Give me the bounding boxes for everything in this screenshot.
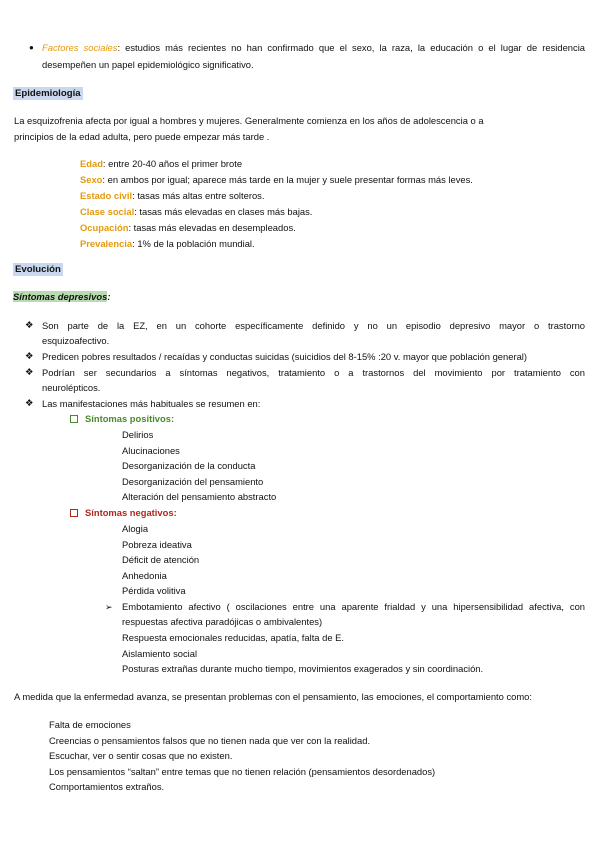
epi-item: [80, 205, 312, 219]
final-list-item: Falta de emociones: [49, 719, 131, 730]
arrow-bullet-icon: ➢: [105, 602, 113, 612]
epi-paragraph-line-1: La esquizofrenia afecta por igual a hombres y mujeres. Generalmente comienza en los años de adolescencia o a: [14, 115, 484, 126]
positive-symptom-item: Alucinaciones: [122, 444, 180, 456]
epi-item-text: : tasas más altas entre solteros.: [132, 190, 265, 201]
epi-item-text: : tasas más elevadas en clases más bajas.: [134, 206, 313, 217]
evolucion-point-1-line-2: esquizoafectivo.: [42, 335, 110, 346]
epi-item-label: Prevalencia: [80, 238, 133, 249]
epi-item: [80, 173, 473, 187]
epi-item: [80, 237, 255, 251]
section-heading-epidemiologia: Epidemiología: [15, 88, 81, 99]
diamond-bullet-icon: ❖: [25, 398, 34, 409]
epi-item-text: : en ambos por igual; aparece más tarde en la mujer y suele presentar formas más leves.: [102, 174, 473, 185]
positive-symptom-item: Alteración del pensamiento abstracto: [122, 491, 277, 502]
evolucion-point-4: Las manifestaciones más habituales se resumen en:: [42, 398, 261, 409]
positive-symptom-item: Desorganización del pensamiento: [122, 475, 264, 487]
diamond-bullet-icon: ❖: [25, 367, 34, 378]
intro-line-2: desempeñen un papel epidemiológico significativo.: [42, 59, 254, 70]
evolucion-point-3-line-1: Podrían ser secundarios a síntomas negativos, tratamiento o a trastornos del movimiento por tratamiento con: [42, 367, 585, 378]
epi-item: [80, 189, 264, 203]
bullet-dot: ●: [29, 43, 34, 52]
final-list-item: Comportamientos extraños.: [49, 781, 165, 792]
positive-symptom-item: Delirios: [122, 429, 154, 440]
final-list-item: Creencias o pensamientos falsos que no tienen nada que ver con la realidad.: [49, 734, 371, 746]
epi-item-text: : tasas más elevadas en desempleados.: [128, 222, 296, 233]
negative-symptom-item: Pobreza ideativa: [122, 538, 192, 550]
evolucion-point-1-line-1: Son parte de la EZ, en un cohorte específicamente definido y no un episodio depresivo mayor o trastorno: [42, 320, 585, 331]
negative-symptom-item: Anhedonia: [122, 569, 167, 581]
intro-label: Factores sociales: [42, 42, 118, 53]
embotamiento-line-1: Embotamiento afectivo ( oscilaciones entre una aparente frialdad y una hipersensibilidad afectiva, con: [122, 601, 585, 612]
epi-item-text: : entre 20-40 años el primer brote: [102, 158, 243, 169]
final-intro: A medida que la enfermedad avanza, se presentan problemas con el pensamiento, las emociones, el comportamiento como:: [14, 691, 533, 702]
negative-symptom-item: Posturas extrañas durante mucho tiempo, movimientos exagerados y sin coordinación.: [122, 663, 484, 674]
sintomas-negativos-title: Síntomas negativos:: [85, 507, 177, 518]
positive-checkbox-icon: [70, 415, 78, 423]
positive-symptom-item: Desorganización de la conducta: [122, 460, 256, 471]
negative-symptom-item: Respuesta emocionales reducidas, apatía, falta de E.: [122, 632, 345, 643]
sintomas-positivos-title: Síntomas positivos:: [85, 413, 175, 424]
negative-symptom-item: Déficit de atención: [122, 554, 200, 565]
intro-line-1: Factores sociales: estudios más recientes no han confirmado que el sexo, la raza, la educación o el lugar de residencia: [42, 42, 585, 53]
epi-paragraph-line-2: principios de la edad adulta, pero puede empezar más tarde .: [14, 131, 270, 142]
negative-symptom-item: Aislamiento social: [122, 647, 198, 659]
diamond-bullet-icon: ❖: [25, 320, 34, 331]
epi-item: [80, 157, 242, 171]
subheading-sintomas-depresivos: Síntomas depresivos:: [13, 291, 111, 302]
negative-symptom-item: Pérdida volitiva: [122, 585, 186, 596]
epi-item-label: Estado civil: [80, 190, 133, 201]
final-list-item: Escuchar, ver o sentir cosas que no existen.: [49, 750, 233, 761]
epi-item: [80, 221, 296, 235]
negative-checkbox-icon: [70, 509, 78, 517]
section-heading-evolucion: Evolución: [15, 264, 61, 275]
evolucion-point-2: Predicen pobres resultados / recaídas y conductas suicidas (suicidios del 8-15% :20 v. mayor que población general): [42, 351, 527, 362]
embotamiento-line-2: respuestas afectiva paradójicas o ambivalentes): [122, 616, 323, 627]
negative-symptom-item: Alogia: [122, 523, 149, 534]
evolucion-point-3-line-2: neurolépticos.: [42, 382, 101, 393]
epi-item-text: : 1% de la población mundial.: [132, 238, 255, 249]
diamond-bullet-icon: ❖: [25, 351, 34, 362]
epi-item-label: Clase social: [80, 206, 135, 217]
epi-item-label: Ocupación: [80, 222, 129, 233]
epi-item-label: Edad: [80, 158, 103, 169]
final-list-item: Los pensamientos “saltan” entre temas que no tienen relación (pensamientos desordenados): [49, 765, 436, 777]
epi-item-label: Sexo: [80, 174, 103, 185]
